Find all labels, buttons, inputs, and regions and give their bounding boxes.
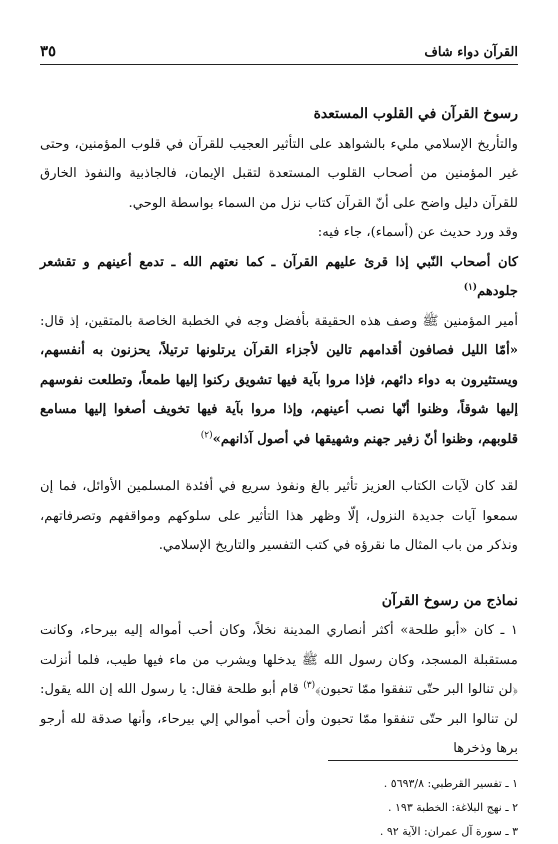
footnotes (40, 772, 518, 844)
footnote-ref-3: (٣) (303, 680, 316, 691)
footnote-ref-2: (٢) (200, 430, 213, 441)
footnote-3: ٣ ـ سورة آل عمران: الآية ٩٢ . (379, 825, 518, 838)
abu-talha-text-a: ١ ـ كان «أبو طلحة» أكثر أنصاري المدينة نخلاً، وكان أحب أمواله إليه بيرحاء، وكانت مستقبلة المسجد، وكان رسول الله ﷺ يدخلها ويشرب من ماء فيها طيب، فلما أنزلت ﴿لن تنالوا البر حتّى تنفقوا ممّا تحبون﴾ (40, 623, 519, 697)
sermon-intro: أمير المؤمنين ﷺ وصف هذه الحقيقة بأفضل وجه في الخطبة الخاصة بالمتقين، إذ قال: (40, 313, 518, 329)
sermon-quote: «أمّا الليل فصافون أقدامهم تالين لأجزاء القرآن يرتلونها ترتيلاً، يحزنون به أنفسهم، ويستثيرون به دواء دائهم، فإذا مروا بآية فيها تشويق ركنوا إليها طمعاً، وتطلعت نفوسهم إليها شوقاً، وظنوا أنّها نصب أعينهم، وإذا مروا بآية فيها تخويف أصغوا إليها مسامع قلوبهم، وظنوا أنّ زفير جهنم وشهيقها في أصول آذانهم» (40, 343, 518, 447)
running-title: القرآن دواء شاف (424, 45, 518, 60)
paragraph-abu-talha (40, 616, 518, 764)
paragraph-influence: لقد كان لآيات الكتاب العزيز تأثير بالغ ونفوذ سريع في أفئدة المسلمين الأوائل، فما إن سمعوا آيات جديدة النزول، إلّا وظهر هذا التأثير على سلوكهم ومواقفهم وتصرفاتهم، ونذكر من باب المثال ما نقرؤه في كتب التفسير والتاريخ الإسلامي. (40, 479, 518, 553)
footnote-divider (328, 760, 518, 761)
footnote-1: ١ ـ تفسير القرطبي: ٥٦٩٣/٨ . (383, 777, 518, 790)
paragraph-hadith (40, 248, 518, 307)
section-heading-examples: نماذج من رسوخ القرآن (381, 592, 518, 609)
paragraph-hadith-intro: وقد ورد حديث عن (أسماء)، جاء فيه: (317, 225, 518, 240)
paragraph-sermon (40, 307, 518, 455)
paragraph-history: والتأريخ الإسلامي مليء بالشواهد على التأثير العجيب للقرآن في قلوب المؤمنين، وحتى غير المؤمنين من أصحاب القلوب المستعدة لتقبل الإيمان، فالجاذبية والنفوذ الخارق للقرآن دليل واضح على أنّ القرآن كتاب نزل من السماء بواسطة الوحي. (40, 136, 518, 211)
hadith-text: كان أصحاب النّبي إذا قرئ عليهم القرآن ـ كما نعتهم الله ـ تدمع أعينهم و تقشعر جلودهم (40, 254, 518, 299)
page-header (40, 34, 518, 65)
footnote-2: ٢ ـ نهج البلاغة: الخطبة ١٩٣ . (388, 801, 518, 814)
section-heading-rooting: رسوخ القرآن في القلوب المستعدة (313, 106, 518, 122)
footnote-ref-1: (١) (463, 282, 478, 293)
abu-talha-text-b: قام أبو طلحة فقال: يا رسول الله إن الله يقول: لن تنالوا البر حتّى تنفقوا ممّا تحبون وأن أحب أموالي إلي بيرحاء، وأنها صدقة لله أرجو برها وذخرها (40, 682, 518, 756)
page-body (40, 100, 518, 764)
page-number: ٣٥ (40, 42, 57, 60)
